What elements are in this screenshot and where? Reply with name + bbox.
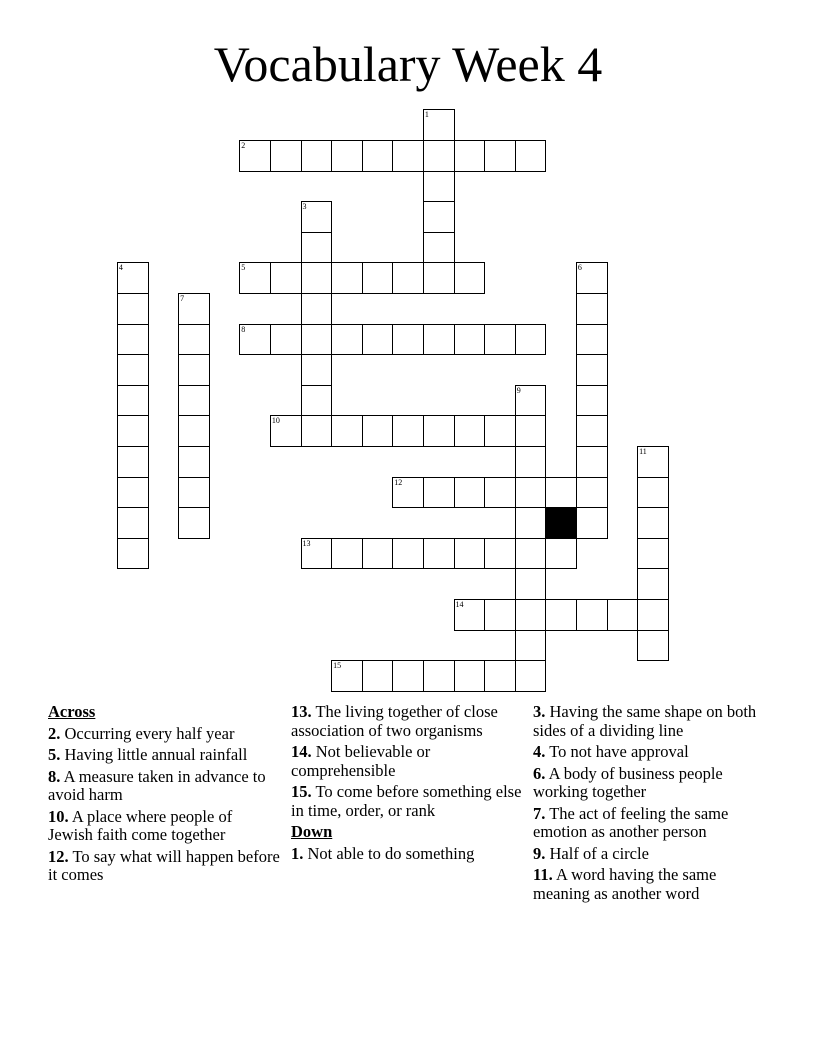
grid-cell[interactable] <box>545 538 577 570</box>
grid-cell[interactable] <box>637 446 669 478</box>
grid-cell[interactable] <box>637 568 669 600</box>
grid-cell[interactable] <box>515 538 547 570</box>
grid-cell[interactable] <box>484 324 516 356</box>
grid-cell[interactable] <box>301 201 333 233</box>
clue-down-3: 3. Having the same shape on both sides of a dividing line <box>533 702 757 740</box>
grid-cell[interactable] <box>362 324 394 356</box>
grid-cell[interactable] <box>515 660 547 692</box>
grid-cell[interactable] <box>515 599 547 631</box>
clue-down-6: 6. A body of business people working together <box>533 763 723 801</box>
across-heading: Across <box>48 702 96 721</box>
grid-cell[interactable] <box>454 140 486 172</box>
grid-cell[interactable] <box>423 140 455 172</box>
grid-cell[interactable] <box>515 324 547 356</box>
grid-cell[interactable] <box>270 415 302 447</box>
grid-cell[interactable] <box>362 415 394 447</box>
grid-cell[interactable] <box>117 385 149 417</box>
grid-cell[interactable] <box>454 599 486 631</box>
grid-cell[interactable] <box>576 324 608 356</box>
grid-cell[interactable] <box>117 477 149 509</box>
grid-cell[interactable] <box>178 385 210 417</box>
clues-column-3 <box>533 703 765 906</box>
clue-across-2: 2. Occurring every half year <box>48 723 235 743</box>
grid-cell[interactable] <box>576 446 608 478</box>
grid-cell[interactable] <box>576 385 608 417</box>
puzzle-title: Vocabulary Week 4 <box>213 36 603 92</box>
grid-cell[interactable] <box>362 262 394 294</box>
grid-cell[interactable] <box>454 477 486 509</box>
grid-cell[interactable] <box>423 232 455 264</box>
grid-cell[interactable] <box>117 354 149 386</box>
clue-number: 14 <box>455 600 464 609</box>
grid-cell[interactable] <box>270 262 302 294</box>
clue-number: 2 <box>241 141 246 150</box>
clue-number: 5 <box>241 263 246 273</box>
grid-cell[interactable] <box>484 140 516 172</box>
grid-cell[interactable] <box>331 262 363 294</box>
clue-across-12: 12. To say what will happen before it comes <box>48 846 280 884</box>
grid-cell[interactable] <box>484 660 516 692</box>
down-heading: Down <box>291 822 333 841</box>
clue-down-7: 7. The act of feeling the same emotion as another person <box>533 803 729 841</box>
grid-cell[interactable] <box>392 140 424 172</box>
clue-across-14: 14. Not believable or comprehensible <box>291 742 431 780</box>
grid-cell[interactable] <box>576 262 608 294</box>
clue-across-13: 13. The living together of close association of two organisms <box>291 702 498 740</box>
grid-cell[interactable] <box>423 660 455 692</box>
grid-cell[interactable] <box>362 660 394 692</box>
grid-cell[interactable] <box>392 262 424 294</box>
grid-cell[interactable] <box>301 324 333 356</box>
grid-cell[interactable] <box>423 415 455 447</box>
grid-cell[interactable] <box>423 109 455 141</box>
clue-down-11: 11. A word having the same meaning as another word <box>533 865 717 903</box>
clue-number: 13 <box>302 538 311 548</box>
grid-cell[interactable] <box>301 538 333 570</box>
grid-cell[interactable] <box>301 415 333 447</box>
grid-cell[interactable] <box>423 171 455 203</box>
grid-cell[interactable] <box>454 324 486 356</box>
grid-cell[interactable] <box>392 477 424 509</box>
grid-cell[interactable] <box>576 507 608 539</box>
grid-cell[interactable] <box>392 415 424 447</box>
grid-cell[interactable] <box>117 262 149 294</box>
grid-cell[interactable] <box>423 262 455 294</box>
clue-down-4: 4. To not have approval <box>533 742 689 761</box>
grid-cell[interactable] <box>576 354 608 386</box>
grid-cell[interactable] <box>637 630 669 662</box>
grid-cell[interactable] <box>607 599 639 631</box>
grid-cell[interactable] <box>545 477 577 509</box>
grid-cell[interactable] <box>362 538 394 570</box>
grid-cell[interactable] <box>637 507 669 539</box>
grid-cell[interactable] <box>454 415 486 447</box>
grid-cell[interactable] <box>178 477 210 509</box>
grid-cell[interactable] <box>515 630 547 662</box>
grid-cell[interactable] <box>484 538 516 570</box>
clue-number: 3 <box>302 202 307 212</box>
clue-across-5: 5. Having little annual rainfall <box>48 745 248 764</box>
grid-cell[interactable] <box>515 477 547 509</box>
grid-cell[interactable] <box>117 446 149 478</box>
grid-cell[interactable] <box>178 507 210 539</box>
grid-cell[interactable] <box>576 477 608 509</box>
grid-cell[interactable] <box>331 140 363 172</box>
grid-cell[interactable] <box>301 385 333 417</box>
grid-cell[interactable] <box>484 599 516 631</box>
grid-cell[interactable] <box>331 538 363 570</box>
grid-cell[interactable] <box>484 415 516 447</box>
clue-number: 4 <box>118 263 123 273</box>
grid-cell[interactable] <box>117 324 149 356</box>
grid-cell[interactable] <box>576 599 608 631</box>
grid-cell[interactable] <box>331 324 363 356</box>
grid-cell[interactable] <box>117 293 149 325</box>
grid-cell[interactable] <box>392 324 424 356</box>
grid-cell[interactable] <box>515 140 547 172</box>
clue-number: 6 <box>577 263 582 273</box>
grid-cell[interactable] <box>270 324 302 356</box>
grid-cell[interactable] <box>301 140 333 172</box>
clue-down-9: 9. Half of a circle <box>533 843 649 863</box>
grid-cell[interactable] <box>515 446 547 478</box>
grid-cell[interactable] <box>637 538 669 570</box>
grid-cell[interactable] <box>454 660 486 692</box>
grid-cell[interactable] <box>117 415 149 447</box>
grid-cell[interactable] <box>454 262 486 294</box>
grid-cell[interactable] <box>301 293 333 325</box>
clue-number: 1 <box>424 110 429 120</box>
clue-across-8: 8. A measure taken in advance to avoid harm <box>48 766 266 804</box>
clue-down-1: 1. Not able to do something <box>291 843 475 863</box>
clue-number: 15 <box>333 661 342 671</box>
grid-cell[interactable] <box>515 415 547 447</box>
grid-cell[interactable] <box>270 140 302 172</box>
grid-cell[interactable] <box>515 385 547 417</box>
grid-cell[interactable] <box>637 477 669 509</box>
grid-cell[interactable] <box>331 415 363 447</box>
grid-cell[interactable] <box>301 232 333 264</box>
grid-cell[interactable] <box>239 262 271 294</box>
grid-block-cell <box>545 507 577 539</box>
grid-cell[interactable] <box>515 568 547 600</box>
grid-cell[interactable] <box>301 354 333 386</box>
grid-cell[interactable] <box>362 140 394 172</box>
grid-cell[interactable] <box>637 599 669 631</box>
grid-cell[interactable] <box>178 324 210 356</box>
clue-across-10: 10. A place where people of Jewish faith come together <box>48 806 233 844</box>
grid-cell[interactable] <box>484 477 516 509</box>
grid-cell[interactable] <box>423 324 455 356</box>
clue-number: 8 <box>241 324 246 334</box>
grid-cell[interactable] <box>545 599 577 631</box>
grid-cell[interactable] <box>392 660 424 692</box>
grid-cell[interactable] <box>178 446 210 478</box>
grid-cell[interactable] <box>178 293 210 325</box>
clue-number: 12 <box>394 477 403 487</box>
grid-cell[interactable] <box>423 538 455 570</box>
grid-cell[interactable] <box>178 415 210 447</box>
grid-cell[interactable] <box>117 538 149 570</box>
clue-across-15: 15. To come before something else in time, order, or rank <box>291 782 522 820</box>
grid-cell[interactable] <box>423 201 455 233</box>
grid-cell[interactable] <box>576 415 608 447</box>
grid-cell[interactable] <box>515 507 547 539</box>
clue-number: 9 <box>516 385 521 395</box>
grid-cell[interactable] <box>576 293 608 325</box>
grid-cell[interactable] <box>331 660 363 692</box>
grid-cell[interactable] <box>178 354 210 386</box>
grid-cell[interactable] <box>392 538 424 570</box>
grid-cell[interactable] <box>117 507 149 539</box>
clues-column-2 <box>291 703 523 866</box>
clue-number: 11 <box>639 447 647 456</box>
grid-cell[interactable] <box>423 477 455 509</box>
clue-number: 10 <box>271 416 280 426</box>
clue-number: 7 <box>180 294 185 303</box>
grid-cell[interactable] <box>239 324 271 356</box>
grid-cell[interactable] <box>301 262 333 294</box>
clues-column-1 <box>48 703 280 888</box>
grid-cell[interactable] <box>239 140 271 172</box>
grid-cell[interactable] <box>454 538 486 570</box>
